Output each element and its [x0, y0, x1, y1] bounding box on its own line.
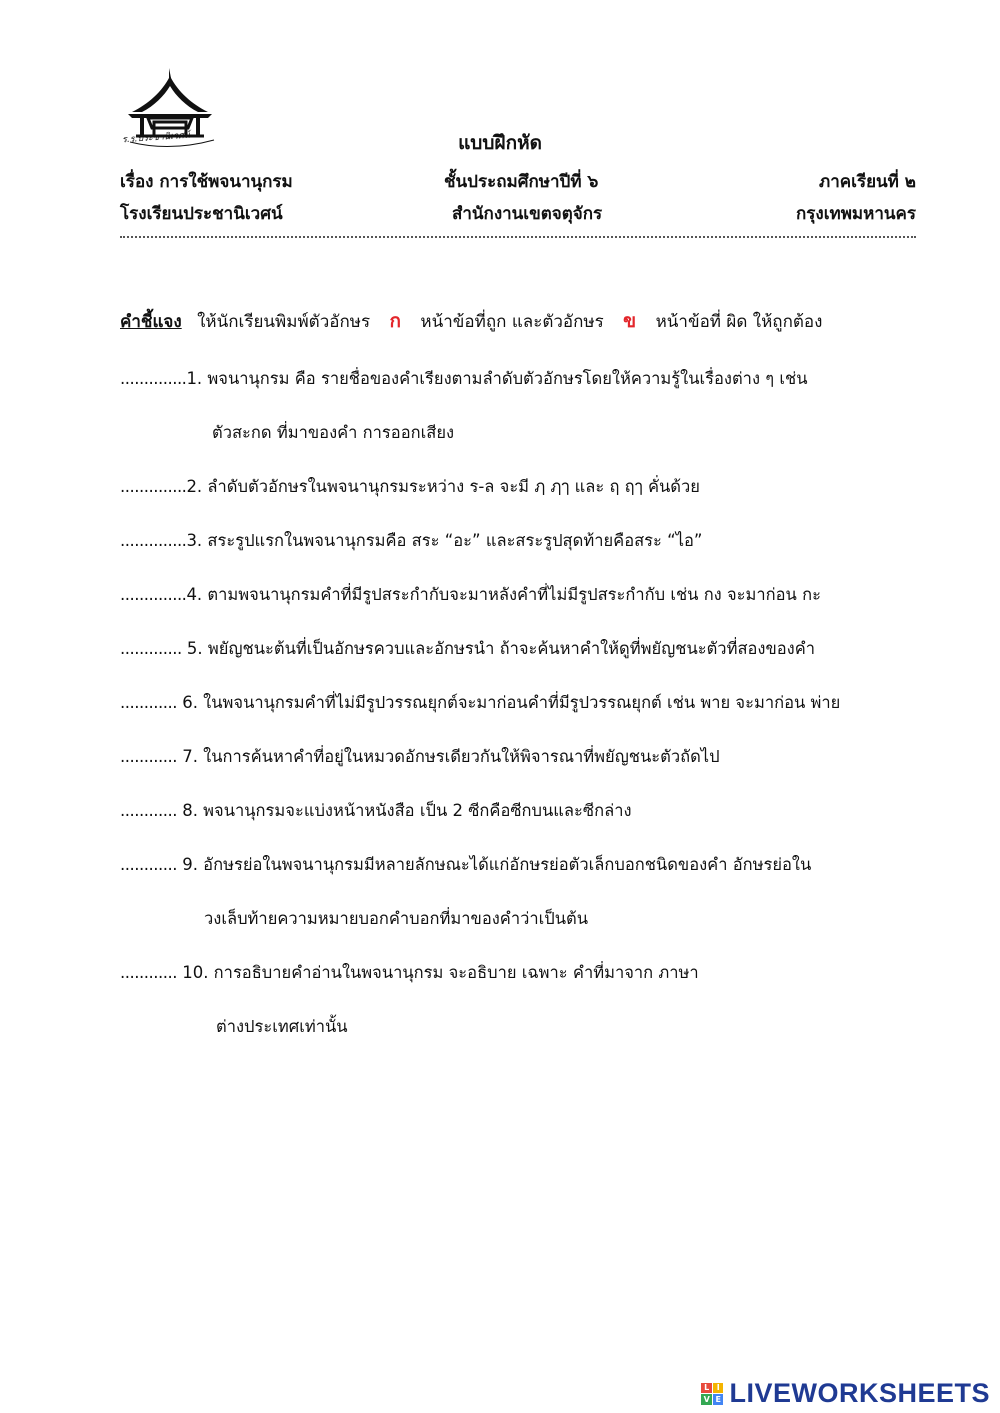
question-9: [120, 852, 811, 878]
question-text-9: 9. อักษรย่อในพจนานุกรมมีหลายลักษณะได้แก่อักษรย่อตัวเล็กบอกชนิดของคำ อักษรย่อใน: [176, 855, 812, 874]
semester-label: ภาคเรียนที่ ๒: [819, 172, 916, 192]
answer-blank-9[interactable]: ............: [120, 855, 177, 874]
question-1: [120, 366, 807, 392]
answer-blank-7[interactable]: ............: [120, 747, 177, 766]
question-10: [120, 960, 699, 986]
answer-blank-4[interactable]: ..............: [120, 585, 187, 604]
instructions: [120, 306, 822, 336]
district-office: สำนักงานเขตจตุจักร: [452, 204, 603, 224]
logo-caption: ร.ร.ประชานิเวศน์: [121, 130, 191, 146]
instructions-text-3: หน้าข้อที่ ผิด ให้ถูกต้อง: [655, 312, 823, 332]
question-text-8: 8. พจนานุกรมจะแบ่งหน้าหนังสือ เป็น 2 ซีกคือซีกบนและซีกล่าง: [176, 801, 632, 820]
city-label: กรุงเทพมหานคร: [795, 204, 916, 224]
answer-blank-2[interactable]: ..............: [120, 477, 187, 496]
question-text-6: 6. ในพจนานุกรมคำที่ไม่มีรูปวรรณยุกต์จะมาก่อนคำที่มีรูปวรรณยุกต์ เช่น พาย จะมาก่อน พ่าย: [176, 693, 841, 712]
false-letter: ข: [623, 310, 637, 332]
question-9-continued: วงเล็บท้ายความหมายบอกคำบอกที่มาของคำว่าเป็นต้น: [204, 909, 589, 928]
instructions-text-2: หน้าข้อที่ถูก และตัวอักษร: [420, 312, 604, 332]
answer-blank-5[interactable]: .............: [120, 639, 182, 658]
answer-blank-1[interactable]: ..............: [120, 369, 187, 388]
question-3: [120, 528, 702, 554]
question-text-7: 7. ในการค้นหาคำที่อยู่ในหมวดอักษรเดียวกันให้พิจารณาที่พยัญชนะตัวถัดไป: [176, 747, 720, 766]
question-8: [120, 798, 632, 824]
question-text-4: 4. ตามพจนานุกรมคำที่มีรูปสระกำกับจะมาหลังคำที่ไม่มีรูปสระกำกับ เช่น กง จะมาก่อน กะ: [186, 585, 821, 604]
question-1-continued: ตัวสะกด ที่มาของคำ การออกเสียง: [212, 423, 455, 442]
question-text-2: 2. ลำดับตัวอักษรในพจนานุกรมระหว่าง ร-ล จะมี ฦ ฦๅ และ ฤ ฤๅ คั่นด้วย: [186, 477, 700, 496]
answer-blank-10[interactable]: ............: [120, 963, 177, 982]
question-text-3: 3. สระรูปแรกในพจนานุกรมคือ สระ “อะ” และสระรูปสุดท้ายคือสระ “ไอ”: [186, 531, 703, 550]
question-4: [120, 582, 821, 608]
answer-blank-3[interactable]: ..............: [120, 531, 187, 550]
question-text-10: 10. การอธิบายคำอ่านในพจนานุกรม จะอธิบาย เฉพาะ คำที่มาจาก ภาษา: [176, 963, 699, 982]
watermark-text: LIVEWORKSHEETS: [729, 1378, 990, 1408]
subject-label: เรื่อง การใช้พจนานุกรม: [120, 172, 293, 192]
question-text-1: 1. พจนานุกรม คือ รายชื่อของคำเรียงตามลำดับตัวอักษรโดยให้ความรู้ในเรื่องต่าง ๆ เช่น: [186, 369, 808, 388]
true-letter: ก: [389, 310, 402, 332]
page-title: แบบฝึกหัด: [458, 132, 542, 154]
grade-label: ชั้นประถมศึกษาปีที่ ๖: [444, 172, 599, 192]
answer-blank-6[interactable]: ............: [120, 693, 177, 712]
instructions-text-1: ให้นักเรียนพิมพ์ตัวอักษร: [197, 312, 371, 332]
school-name: โรงเรียนประชานิเวศน์: [120, 204, 283, 224]
liveworksheets-watermark: [701, 1378, 990, 1409]
instructions-label: คำชี้แจง: [120, 312, 182, 332]
question-7: [120, 744, 720, 770]
question-6: [120, 690, 840, 716]
question-text-5: 5. พยัญชนะต้นที่เป็นอักษรควบและอักษรนำ ถ้าจะค้นหาคำให้ดูที่พยัญชนะตัวที่สองของคำ: [181, 639, 816, 658]
answer-blank-8[interactable]: ............: [120, 801, 177, 820]
question-5: [120, 636, 815, 662]
question-2: [120, 474, 700, 500]
header-divider: [120, 236, 916, 238]
question-10-continued: ต่างประเทศเท่านั้น: [216, 1017, 348, 1036]
live-badge-icon: L I V E: [701, 1383, 723, 1405]
